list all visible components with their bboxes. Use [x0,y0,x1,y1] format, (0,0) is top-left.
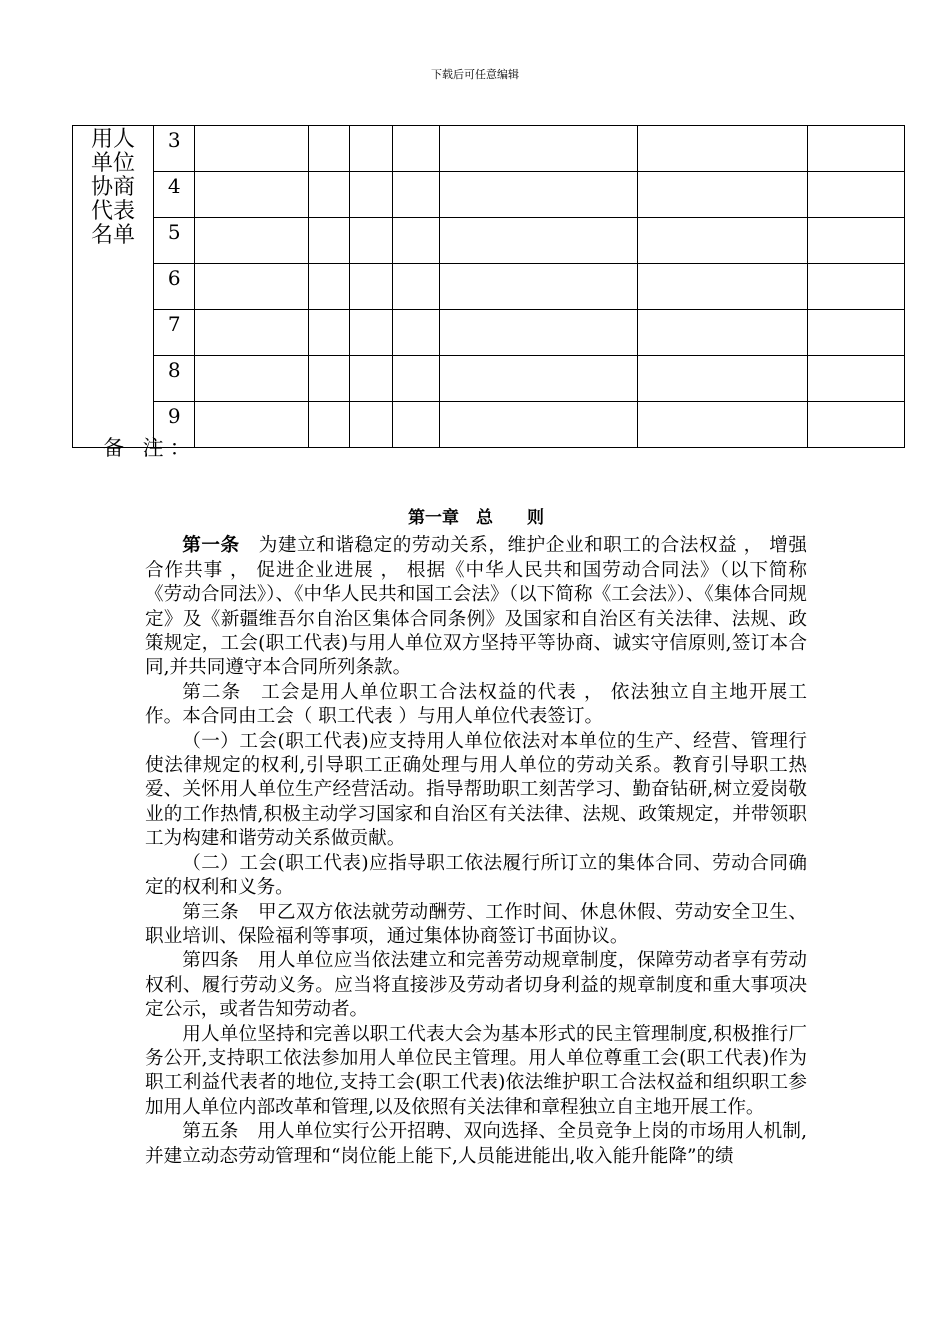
article-lead: 第一条 [182,535,240,557]
table-cell [808,172,905,218]
table-cell [350,310,393,356]
table-cell [308,402,349,448]
paragraph-text: （二）工会(职工代表)应指导职工依法履行所订立的集体合同、劳动合同确定的权利和义务。 [145,852,807,899]
table-cell [808,310,905,356]
row-number: 3 [154,126,195,172]
table-cell [308,172,349,218]
table-cell [440,356,638,402]
page-header: 下载后可任意编辑 [431,68,519,81]
table-cell [350,356,393,402]
paragraph [145,901,807,950]
table-cell [808,402,905,448]
table-row [73,356,905,402]
row-number: 7 [154,310,195,356]
paragraph-text: 用人单位坚持和完善以职工代表大会为基本形式的民主管理制度,积极推行厂务公开,支持职工依法参加用人单位民主管理。用人单位尊重工会(职工代表)作为职工利益代表者的地位,支持工会(职工代表)依法维护职工合法权益和组织职工参加用人单位内部改革和管理,以及依照有关法律和章程独立自主地开展工作。 [145,1023,807,1118]
paragraph [145,852,807,901]
table-cell [308,126,349,172]
table-cell [393,172,440,218]
table-cell [637,356,807,402]
table-cell [637,126,807,172]
row-number: 9 [154,402,195,448]
row-number: 4 [154,172,195,218]
table-cell [637,310,807,356]
table-cell [350,264,393,310]
table-cell [808,126,905,172]
table-cell [808,264,905,310]
table-cell [637,402,807,448]
paragraph-text: （一）工会(职工代表)应支持用人单位依法对本单位的生产、经营、管理行使法律规定的权利,引导职工正确处理与用人单位的劳动关系。教育引导职工热爱、关怀用人单位生产经营活动。指导帮助职工刻苦学习、勤奋钻研,树立爱岗敬业的工作热情,积极主动学习国家和自治区有关法律、法规、政策规定，并带领职工为构建和谐劳动关系做贡献。 [145,730,807,850]
table-cell [195,264,309,310]
paragraph-text: 第五条 用人单位实行公开招聘、双向选择、全员竞争上岗的市场用人机制,并建立动态劳动管理和“岗位能上能下,人员能进能出,收入能升能降”的绩 [145,1121,807,1167]
row-number: 6 [154,264,195,310]
table-row [73,310,905,356]
representatives-table [72,125,905,448]
table-row [73,264,905,310]
table-cell [195,356,309,402]
table-cell [195,126,309,172]
table-cell [308,218,349,264]
table-row [73,402,905,448]
table-cell [393,126,440,172]
table-cell [195,310,309,356]
table-cell [440,126,638,172]
table-cell [440,172,638,218]
table-cell [440,402,638,448]
table-cell [440,264,638,310]
paragraph-text: 第四条 用人单位应当依法建立和完善劳动规章制度，保障劳动者享有劳动权利、履行劳动义务。应当将直接涉及劳动者切身利益的规章制度和重大事项决定公示，或者告知劳动者。 [145,950,807,1021]
paragraph-text: 第二条 工会是用人单位职工合法权益的代表 ， 依法独立自主地开展工作。本合同由工会（ 职工代表 ）与用人单位代表签订。 [145,681,807,728]
paragraph [145,730,807,852]
table-cell [808,356,905,402]
row-number: 5 [154,218,195,264]
table-cell [393,356,440,402]
table-cell [350,172,393,218]
paragraph [145,1120,807,1169]
paragraph-text: 第三条 甲乙双方依法就劳动酬劳、工作时间、休息休假、劳动安全卫生、职业培训、保险福利等事项，通过集体协商签订书面协议。 [145,901,807,947]
table-cell [393,310,440,356]
table-cell [350,126,393,172]
table-cell [637,172,807,218]
paragraph [145,534,807,680]
paragraph [145,949,807,1022]
table-cell [195,172,309,218]
table-cell [350,402,393,448]
table-cell [308,310,349,356]
table-cell [393,264,440,310]
paragraph-text: 为建立和谐稳定的劳动关系，维护企业和职工的合法权益 ， 增强合作共事 ， 促进企业进展 ， 根据《中华人民共和国劳动合同法》（以下简称《劳动合同法》）、《中华人民共和国工会法》（以下简称《工会法》）、《集体合同规定》及《新疆维吾尔自治区集体合同条例》及国家和自治区有关法律、法规、政策规定，工会(职工代表)与用人单位双方坚持平等协商、诚实守信原则,签订本合同,并共同遵守本合同所列条款。 [145,535,807,679]
table-row [73,172,905,218]
remark-label: 备 注： [103,436,197,460]
table-cell [195,218,309,264]
table-cell [393,402,440,448]
table-cell [440,218,638,264]
table-cell [440,310,638,356]
table-cell [308,264,349,310]
chapter-title: 第一章 总 则 [408,508,544,528]
table-row-label: 用人单位协商代表名单 [73,126,154,448]
table-cell [637,218,807,264]
table-cell [308,356,349,402]
row-number: 8 [154,356,195,402]
table-cell [350,218,393,264]
paragraph [145,1023,807,1121]
table-cell [808,218,905,264]
table-cell [637,264,807,310]
table-cell [393,218,440,264]
table-cell [195,402,309,448]
document-body [145,506,807,1169]
paragraph [145,681,807,730]
table-row [73,126,905,172]
table-row [73,218,905,264]
